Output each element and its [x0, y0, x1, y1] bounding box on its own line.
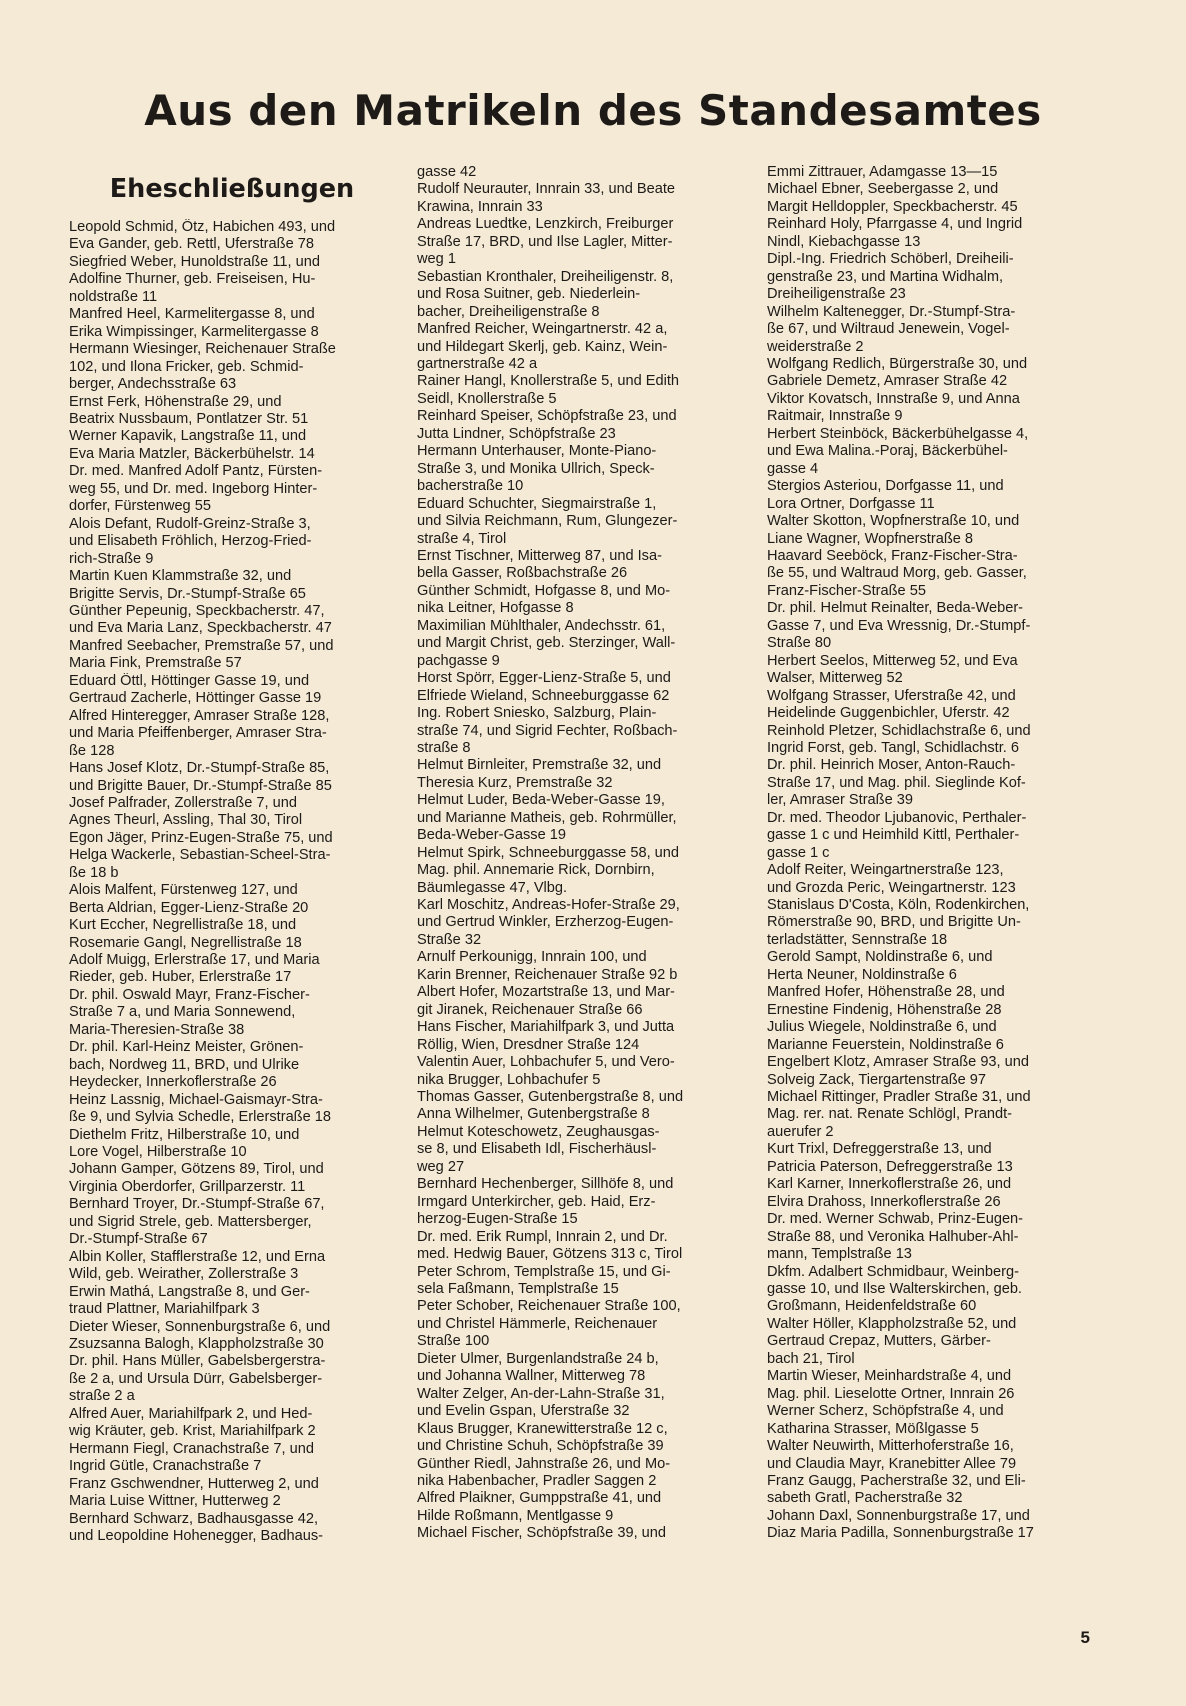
text-line: mann, Templstraße 13 [767, 1246, 912, 1263]
text-line: Arnulf Perkounigg, Innrain 100, und [417, 949, 647, 966]
text-line: Michael Fischer, Schöpfstraße 39, und [417, 1525, 667, 1542]
text-line: Eduard Schuchter, Siegmairstraße 1, [417, 495, 657, 512]
text-line: Maria Fink, Premstraße 57 [69, 655, 242, 672]
text-line: Alois Defant, Rudolf-Greinz-Straße 3, [69, 515, 311, 532]
text-line: Manfred Reicher, Weingartnerstr. 42 a, [417, 321, 668, 338]
text-line: sabeth Gratl, Pacherstraße 32 [767, 1490, 963, 1507]
text-line: Albert Hofer, Mozartstraße 13, und Mar- [417, 984, 675, 1001]
text-line: ße 55, und Waltraud Morg, geb. Gasser, [767, 565, 1027, 582]
text-line: Mag. phil. Lieselotte Ortner, Innrain 26 [767, 1385, 1015, 1402]
text-line: Hermann Wiesinger, Reichenauer Straße [69, 341, 336, 358]
text-line: Krawina, Innrain 33 [417, 198, 543, 215]
text-line: und Maria Pfeiffenberger, Amraser Stra- [69, 725, 327, 742]
text-line: Walser, Mitterweg 52 [767, 670, 903, 687]
text-line: wig Kräuter, geb. Krist, Mariahilfpark 2 [69, 1423, 316, 1440]
text-line: Helga Wackerle, Sebastian-Scheel-Stra- [69, 847, 331, 864]
text-line: Herbert Steinböck, Bäckerbühelgasse 4, [767, 425, 1029, 442]
text-line: Gertraud Crepaz, Mutters, Gärber- [767, 1333, 991, 1350]
text-line: Alfred Auer, Mariahilfpark 2, und Hed- [69, 1405, 313, 1422]
text-line: gartnerstraße 42 a [417, 355, 538, 372]
text-line: Franz Gaugg, Pacherstraße 32, und Eli- [767, 1472, 1026, 1489]
text-line: Walter Skotton, Wopfnerstraße 10, und [767, 513, 1020, 530]
text-line: Alfred Plaikner, Gumppstraße 41, und [417, 1490, 662, 1507]
text-line: und Claudia Mayr, Kranebitter Allee 79 [767, 1455, 1017, 1472]
text-line: ße 128 [69, 742, 115, 759]
text-line: Dreiheiligenstraße 23 [767, 286, 906, 303]
text-line: ße 67, und Wiltraud Jenewein, Vogel- [767, 321, 1010, 338]
text-line: Herta Neuner, Noldinstraße 6 [767, 966, 957, 983]
text-line: genstraße 23, und Martina Widhalm, [767, 268, 1004, 285]
text-line: Dr. phil. Heinrich Moser, Anton-Rauch- [767, 757, 1016, 774]
text-line: Lore Vogel, Hilberstraße 10 [69, 1144, 247, 1161]
text-line: Großmann, Heidenfeldstraße 60 [767, 1298, 977, 1315]
text-line: Theresia Kurz, Premstraße 32 [417, 774, 613, 791]
text-line: Dr. phil. Karl-Heinz Meister, Grönen- [69, 1039, 304, 1056]
text-line: und Silvia Reichmann, Rum, Glungezer- [417, 513, 678, 530]
text-line: berger, Andechsstraße 63 [69, 376, 237, 393]
text-line: Elfriede Wieland, Schneeburggasse 62 [417, 687, 670, 704]
text-line: und Grozda Peric, Weingartnerstr. 123 [767, 879, 1016, 896]
text-line: Römerstraße 90, BRD, und Brigitte Un- [767, 914, 1021, 931]
text-line: bacherstraße 10 [417, 478, 524, 495]
text-line: Hans Josef Klotz, Dr.-Stumpf-Straße 85, [69, 760, 330, 777]
text-line: nika Leitner, Hofgasse 8 [417, 600, 574, 617]
text-line: Ernestine Findenig, Höhenstraße 28 [767, 1001, 1002, 1018]
text-line: Hermann Unterhauser, Monte-Piano- [417, 443, 657, 460]
text-line: traud Plattner, Mariahilfpark 3 [69, 1301, 260, 1318]
text-line: Brigitte Servis, Dr.-Stumpf-Straße 65 [69, 585, 306, 602]
text-line: Klaus Brugger, Kranewitterstraße 12 c, [417, 1420, 668, 1437]
text-line: Gabriele Demetz, Amraser Straße 42 [767, 373, 1008, 390]
text-line: und Brigitte Bauer, Dr.-Stumpf-Straße 85 [69, 777, 332, 794]
text-line: Helmut Koteschowetz, Zeughausgas- [417, 1123, 660, 1140]
text-line: gasse 4 [767, 460, 819, 477]
text-line: Rainer Hangl, Knollerstraße 5, und Edith [417, 373, 680, 390]
text-line: Karin Brenner, Reichenauer Straße 92 b [417, 966, 678, 983]
text-line: und Johanna Wallner, Mitterweg 78 [417, 1368, 646, 1385]
text-line: Straße 80 [767, 635, 832, 652]
text-line: Erwin Mathá, Langstraße 8, und Ger- [69, 1283, 310, 1300]
text-line: Diaz Maria Padilla, Sonnenburgstraße 17 [767, 1525, 1034, 1542]
text-line: Engelbert Klotz, Amraser Straße 93, und [767, 1054, 1030, 1071]
text-line: Viktor Kovatsch, Innstraße 9, und Anna [767, 390, 1020, 407]
text-line: Rudolf Neurauter, Innrain 33, und Beate [417, 181, 675, 198]
text-line: nika Habenbacher, Pradler Saggen 2 [417, 1472, 657, 1489]
text-line: Wilhelm Kaltenegger, Dr.-Stumpf-Stra- [767, 303, 1016, 320]
text-line: gasse 1 c [767, 844, 830, 861]
text-line: Solveig Zack, Tiergartenstraße 97 [767, 1071, 987, 1088]
text-line: weg 1 [417, 251, 456, 268]
text-line: und Sigrid Strele, geb. Mattersberger, [69, 1213, 312, 1230]
text-line: Irmgard Unterkircher, geb. Haid, Erz- [417, 1193, 656, 1210]
text-line: und Christine Schuh, Schöpfstraße 39 [417, 1438, 664, 1455]
text-line: Horst Spörr, Egger-Lienz-Straße 5, und [417, 670, 671, 687]
text-line: Stergios Asteriou, Dorfgasse 11, und [767, 478, 1004, 495]
page-title: Aus den Matrikeln des Standesamtes [144, 86, 1042, 135]
text-line: Margit Helldoppler, Speckbacherstr. 45 [767, 198, 1018, 215]
text-line: und Evelin Gspan, Uferstraße 32 [417, 1403, 630, 1420]
text-line: Wild, geb. Weirather, Zollerstraße 3 [69, 1266, 299, 1283]
text-line: bach, Nordweg 11, BRD, und Ulrike [69, 1056, 300, 1073]
text-line: Kurt Eccher, Negrellistraße 18, und [69, 917, 297, 934]
text-line: Berta Aldrian, Egger-Lienz-Straße 20 [69, 899, 309, 916]
text-line: sela Faßmann, Templstraße 15 [417, 1281, 619, 1297]
text-line: Dr. med. Manfred Adolf Pantz, Fürsten- [69, 463, 323, 480]
text-line: straße 2 a [69, 1388, 135, 1405]
text-line: straße 74, und Sigrid Fechter, Roßbach- [417, 722, 678, 739]
text-line: Wolfgang Redlich, Bürgerstraße 30, und [767, 355, 1028, 372]
text-line: Sebastian Kronthaler, Dreiheiligenstr. 8, [417, 268, 674, 285]
text-line: Dr. phil. Hans Müller, Gabelsbergerstra- [69, 1353, 326, 1370]
text-line: Dr. phil. Oswald Mayr, Franz-Fischer- [69, 986, 310, 1003]
text-line: Dr. med. Werner Schwab, Prinz-Eugen- [767, 1211, 1024, 1228]
text-line: Lora Ortner, Dorfgasse 11 [767, 495, 935, 512]
text-line: Albin Koller, Stafflerstraße 12, und Erna [69, 1248, 326, 1265]
text-line: Ing. Robert Sniesko, Salzburg, Plain- [417, 705, 657, 722]
text-column-1 [69, 164, 395, 1545]
text-line: Elvira Drahoss, Innerkoflerstraße 26 [767, 1193, 1001, 1210]
text-line: bach 21, Tirol [767, 1350, 855, 1367]
text-line: ße 2 a, und Ursula Dürr, Gabelsberger- [69, 1370, 323, 1387]
text-line: 102, und Ilona Fricker, geb. Schmid- [69, 358, 304, 375]
text-line: Anna Wilhelmer, Gutenbergstraße 8 [417, 1106, 650, 1123]
text-line: se 8, und Elisabeth Idl, Fischerhäusl- [417, 1141, 657, 1158]
text-line: Martin Kuen Klammstraße 32, und [69, 568, 292, 585]
text-line: Straße 32 [417, 931, 482, 948]
text-line: Günther Pepeunig, Speckbacherstr. 47, [69, 602, 325, 619]
text-line: Liane Wagner, Wopfnerstraße 8 [767, 530, 974, 547]
text-line: Ingrid Gütle, Cranachstraße 7 [69, 1458, 262, 1475]
text-line: Jutta Lindner, Schöpfstraße 23 [417, 425, 616, 442]
text-line: dorfer, Fürstenweg 55 [69, 498, 211, 515]
text-line: Dkfm. Adalbert Schmidbaur, Weinberg- [767, 1263, 1019, 1280]
text-line: Ernst Ferk, Höhenstraße 29, und [69, 393, 282, 410]
text-line: Leopold Schmid, Ötz, Habichen 493, und [69, 219, 336, 235]
text-line: Josef Palfrader, Zollerstraße 7, und [69, 794, 297, 811]
text-line: Beatrix Nussbaum, Pontlatzer Str. 51 [69, 410, 309, 427]
text-line: und Margit Christ, geb. Sterzinger, Wall- [417, 635, 676, 652]
text-line: gasse 1 c und Heimhild Kittl, Perthaler- [767, 827, 1020, 844]
text-line: Dieter Wieser, Sonnenburgstraße 6, und [69, 1318, 331, 1335]
text-line: Dr. phil. Helmut Reinalter, Beda-Weber- [767, 600, 1024, 617]
text-line: Erika Wimpissinger, Karmelitergasse 8 [69, 323, 319, 340]
text-line: Egon Jäger, Prinz-Eugen-Straße 75, und [69, 829, 333, 846]
text-line: nika Brugger, Lohbachufer 5 [417, 1071, 601, 1088]
text-line: Dieter Ulmer, Burgenlandstraße 24 b, [417, 1350, 659, 1367]
text-line: Günther Schmidt, Hofgasse 8, und Mo- [417, 582, 671, 599]
text-line: Ernst Tischner, Mitterweg 87, und Isa- [417, 547, 662, 564]
text-line: Straße 7 a, und Maria Sonnewend, [69, 1004, 296, 1021]
text-line: Adolf Muigg, Erlerstraße 17, und Maria [69, 952, 320, 969]
text-line: ße 9, und Sylvia Schedle, Erlerstraße 18 [69, 1109, 332, 1126]
text-line: Maria-Theresien-Straße 38 [69, 1021, 245, 1038]
text-line: Martin Wieser, Meinhardstraße 4, und [767, 1368, 1012, 1385]
text-line: Helmut Birnleiter, Premstraße 32, und [417, 757, 662, 774]
text-line: auerufer 2 [767, 1123, 834, 1140]
text-line: Bäumlegasse 47, Vlbg. [417, 879, 568, 896]
text-line: Helmut Luder, Beda-Weber-Gasse 19, [417, 792, 665, 809]
text-line: Hilde Roßmann, Mentlgasse 9 [417, 1507, 614, 1524]
text-line: Reinhard Holy, Pfarrgasse 4, und Ingrid [767, 216, 1023, 233]
text-line: Bernhard Troyer, Dr.-Stumpf-Straße 67, [69, 1196, 325, 1213]
text-line: Adolf Reiter, Weingartnerstraße 123, [767, 862, 1004, 879]
text-line: straße 8 [417, 739, 471, 756]
text-line: Bernhard Hechenberger, Sillhöfe 8, und [417, 1176, 674, 1193]
text-line: Dr. med. Erik Rumpl, Innrain 2, und Dr. [417, 1228, 668, 1245]
text-line: Kurt Trixl, Defreggerstraße 13, und [767, 1141, 992, 1158]
text-line: Michael Rittinger, Pradler Straße 31, und [767, 1089, 1031, 1106]
text-line: Hans Fischer, Mariahilfpark 3, und Jutta [417, 1019, 675, 1036]
text-line: Dr.-Stumpf-Straße 67 [69, 1231, 208, 1248]
text-line: Diethelm Fritz, Hilberstraße 10, und [69, 1126, 300, 1143]
text-line: Manfred Heel, Karmelitergasse 8, und [69, 306, 315, 323]
text-line: Seidl, Knollerstraße 5 [417, 390, 557, 407]
text-line: Straße 3, und Monika Ullrich, Speck- [417, 460, 655, 477]
text-line: Dipl.-Ing. Friedrich Schöberl, Dreiheili- [767, 251, 1014, 268]
text-line: und Christel Hämmerle, Reichenauer [417, 1315, 658, 1332]
text-line: Emmi Zittrauer, Adamgasse 13—15 [767, 164, 998, 180]
text-line: weg 55, und Dr. med. Ingeborg Hinter- [69, 480, 318, 497]
text-line: Alois Malfent, Fürstenweg 127, und [69, 882, 298, 899]
text-line: Manfred Seebacher, Premstraße 57, und [69, 637, 334, 654]
text-line: Michael Ebner, Seebergasse 2, und [767, 181, 999, 198]
text-line: Gasse 7, und Eva Wressnig, Dr.-Stumpf- [767, 617, 1031, 634]
text-line: Heinz Lassnig, Michael-Gaismayr-Stra- [69, 1091, 323, 1108]
text-line: Zsuzsanna Balogh, Klappholzstraße 30 [69, 1336, 324, 1352]
text-line: herzog-Eugen-Straße 15 [417, 1211, 578, 1228]
text-line: und Ewa Malina.-Poraj, Bäckerbühel- [767, 443, 1008, 460]
text-line: med. Hedwig Bauer, Götzens 313 c, Tirol [417, 1246, 683, 1263]
text-line: Mag. rer. nat. Renate Schlögl, Prandt- [767, 1106, 1012, 1123]
text-line: Virginia Oberdorfer, Grillparzerstr. 11 [69, 1178, 306, 1195]
text-line: und Gertrud Winkler, Erzherzog-Eugen- [417, 914, 674, 931]
text-line: Julius Wiegele, Noldinstraße 6, und [767, 1019, 997, 1036]
text-line: Andreas Luedtke, Lenzkirch, Freiburger [417, 216, 674, 233]
text-line: Heidelinde Guggenbichler, Uferstr. 42 [767, 705, 1010, 722]
text-line: Haavard Seeböck, Franz-Fischer-Stra- [767, 547, 1018, 564]
text-line: Dr. med. Theodor Ljubanovic, Perthaler- [767, 809, 1027, 826]
text-line: Karl Karner, Innerkoflerstraße 26, und [767, 1176, 1012, 1193]
text-line: Walter Höller, Klappholzstraße 52, und [767, 1315, 1017, 1332]
text-line: Patricia Paterson, Defreggerstraße 13 [767, 1158, 1013, 1175]
text-line: ße 18 b [69, 864, 119, 881]
text-line: weg 27 [417, 1158, 465, 1175]
text-line: Straße 88, und Veronika Halhuber-Ahl- [767, 1228, 1019, 1245]
page-number: 5 [1080, 1628, 1090, 1647]
text-line: Marianne Feuerstein, Noldinstraße 6 [767, 1036, 1004, 1053]
text-column-2 [417, 164, 743, 1543]
text-line: pachgasse 9 [417, 652, 500, 669]
text-line: Alfred Hinteregger, Amraser Straße 128, [69, 707, 330, 724]
text-line: Wolfgang Strasser, Uferstraße 42, und [767, 687, 1016, 704]
text-line: Rieder, geb. Huber, Erlerstraße 17 [69, 969, 292, 986]
text-line: Straße 100 [417, 1333, 490, 1350]
text-line: Heydecker, Innerkoflerstraße 26 [69, 1074, 277, 1091]
text-line: Raitmair, Innstraße 9 [767, 408, 903, 425]
text-line: weiderstraße 2 [767, 338, 864, 355]
text-line: Maria Luise Wittner, Hutterweg 2 [69, 1493, 281, 1510]
text-line: Gertraud Zacherle, Höttinger Gasse 19 [69, 690, 322, 707]
text-line: Straße 17, BRD, und Ilse Lagler, Mitter- [417, 233, 673, 250]
text-line: Siegfried Weber, Hunoldstraße 11, und [69, 253, 320, 270]
text-line: Straße 17, und Mag. phil. Sieglinde Kof- [767, 774, 1026, 791]
section-heading: Eheschließungen [109, 174, 355, 204]
text-line: noldstraße 11 [69, 288, 158, 305]
text-line: Katharina Strasser, Mößlgasse 5 [767, 1420, 979, 1437]
text-line: Manfred Hofer, Höhenstraße 28, und [767, 984, 1005, 1001]
text-line: und Marianne Matheis, geb. Rohrmüller, [417, 809, 677, 826]
text-line: Mag. phil. Annemarie Rick, Dornbirn, [417, 862, 655, 879]
text-line: git Jiranek, Reichenauer Straße 66 [417, 1001, 643, 1018]
text-line: Agnes Theurl, Assling, Thal 30, Tirol [69, 812, 303, 829]
text-line: und Leopoldine Hohenegger, Badhaus- [69, 1527, 323, 1544]
text-line: rich-Straße 9 [69, 550, 154, 567]
text-line: Eva Gander, geb. Rettl, Uferstraße 78 [69, 236, 314, 253]
text-line: Thomas Gasser, Gutenbergstraße 8, und [417, 1089, 684, 1106]
text-line: Reinhard Speiser, Schöpfstraße 23, und [417, 408, 677, 425]
text-line: Werner Kapavik, Langstraße 11, und [69, 428, 307, 445]
text-line: Stanislaus D'Costa, Köln, Rodenkirchen, [767, 897, 1030, 914]
text-line: Walter Zelger, An-der-Lahn-Straße 31, [417, 1385, 665, 1402]
text-line: Peter Schober, Reichenauer Straße 100, [417, 1298, 681, 1315]
text-line: Eva Maria Matzler, Bäckerbühelstr. 14 [69, 445, 315, 462]
text-line: Bernhard Schwarz, Badhausgasse 42, [69, 1510, 319, 1527]
text-line: Gerold Sampt, Noldinstraße 6, und [767, 949, 993, 966]
text-line: Walter Neuwirth, Mitterhoferstraße 16, [767, 1438, 1014, 1455]
text-line: Röllig, Wien, Dresdner Straße 124 [417, 1036, 640, 1053]
text-column-3 [767, 164, 1093, 1543]
text-line: Günther Riedl, Jahnstraße 26, und Mo- [417, 1455, 671, 1472]
text-line: und Rosa Suitner, geb. Niederlein- [417, 286, 641, 303]
text-line: Maximilian Mühlthaler, Andechsstr. 61, [417, 617, 666, 634]
text-line: Rosemarie Gangl, Negrellistraße 18 [69, 934, 302, 951]
text-line: Herbert Seelos, Mitterweg 52, und Eva [767, 652, 1018, 669]
text-line: Peter Schrom, Templstraße 15, und Gi- [417, 1263, 671, 1280]
text-line: Reinhold Pletzer, Schidlachstraße 6, und [767, 722, 1031, 739]
text-line: Beda-Weber-Gasse 19 [417, 827, 566, 844]
text-line: gasse 10, und Ilse Walterskirchen, geb. [767, 1281, 1022, 1297]
text-line: Werner Scherz, Schöpfstraße 4, und [767, 1403, 1004, 1420]
text-line: Hermann Fiegl, Cranachstraße 7, und [69, 1440, 314, 1457]
text-line: Karl Moschitz, Andreas-Hofer-Straße 29, [417, 897, 680, 914]
text-line: Eduard Öttl, Höttinger Gasse 19, und [69, 672, 310, 689]
text-line: straße 4, Tirol [417, 530, 507, 547]
text-line: Johann Gamper, Götzens 89, Tirol, und [69, 1161, 324, 1178]
text-line: Franz-Fischer-Straße 55 [767, 582, 926, 599]
text-line: und Eva Maria Lanz, Speckbacherstr. 47 [69, 620, 332, 637]
text-line: Franz Gschwendner, Hutterweg 2, und [69, 1475, 319, 1492]
text-line: Adolfine Thurner, geb. Freiseisen, Hu- [69, 271, 316, 288]
text-line: Ingrid Forst, geb. Tangl, Schidlachstr. 6 [767, 739, 1020, 756]
text-line: bacher, Dreiheiligenstraße 8 [417, 303, 600, 320]
text-line: Valentin Auer, Lohbachufer 5, und Vero- [417, 1054, 675, 1071]
text-line: gasse 42 [417, 164, 477, 180]
text-line: Nindl, Kiebachgasse 13 [767, 233, 921, 250]
text-line: Helmut Spirk, Schneeburggasse 58, und [417, 844, 680, 861]
text-line: ler, Amraser Straße 39 [767, 792, 913, 809]
text-line: Johann Daxl, Sonnenburgstraße 17, und [767, 1507, 1030, 1524]
text-line: und Hildegart Skerlj, geb. Kainz, Wein- [417, 338, 668, 355]
text-line: terladstätter, Sennstraße 18 [767, 931, 948, 948]
text-line: bella Gasser, Roßbachstraße 26 [417, 565, 628, 582]
text-line: und Elisabeth Fröhlich, Herzog-Fried- [69, 533, 312, 550]
